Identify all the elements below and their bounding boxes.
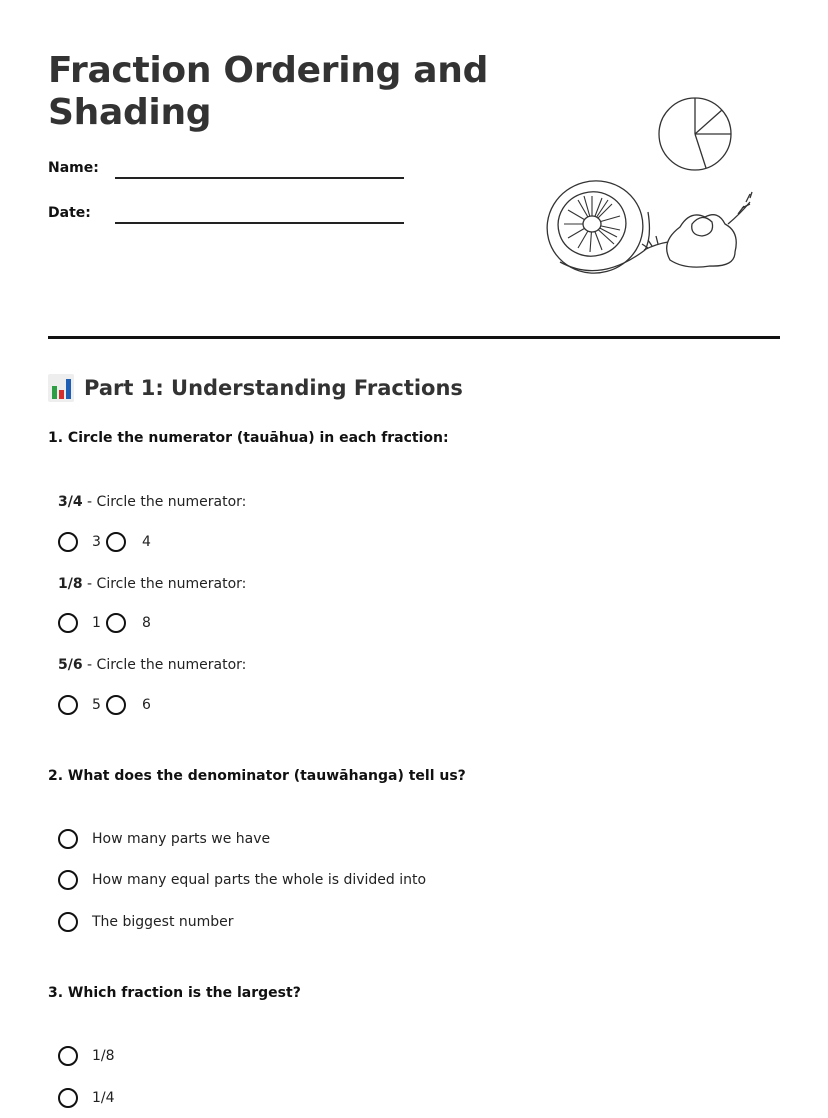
kiwi-fruit-icon bbox=[540, 170, 653, 282]
question-2-prompt: 2. What does the denominator (tauwāhanga) tell us? bbox=[48, 768, 466, 784]
q1-item-2-instruction: - Circle the numerator: bbox=[82, 576, 247, 592]
q3-option-2[interactable] bbox=[58, 1088, 115, 1108]
radio-circle[interactable] bbox=[58, 1046, 78, 1066]
q1-item-1-fraction: 3/4 bbox=[58, 494, 83, 510]
option-text: 1 bbox=[92, 615, 101, 631]
q2-option-1[interactable] bbox=[58, 829, 270, 849]
option-text: How many equal parts the whole is divided into bbox=[92, 872, 427, 888]
option-text: 8 bbox=[142, 615, 151, 631]
radio-circle[interactable] bbox=[58, 870, 78, 890]
radio-circle[interactable] bbox=[58, 1088, 78, 1108]
option-text: How many parts we have bbox=[92, 831, 271, 847]
radio-circle[interactable] bbox=[58, 912, 78, 932]
q1-item-2-fraction: 1/8 bbox=[58, 576, 83, 592]
date-label: Date: bbox=[48, 205, 91, 221]
q1-item-3-label bbox=[58, 657, 246, 673]
q3-option-1[interactable] bbox=[58, 1046, 115, 1066]
q1-item-3-instruction: - Circle the numerator: bbox=[82, 657, 247, 673]
pie-chart-icon bbox=[659, 98, 731, 170]
leafy-plant-icon bbox=[642, 192, 752, 267]
q1-item-1-label bbox=[58, 494, 246, 510]
option-text: 3 bbox=[92, 534, 101, 550]
date-field[interactable] bbox=[48, 205, 91, 221]
name-label: Name: bbox=[48, 160, 99, 176]
name-field[interactable] bbox=[48, 160, 99, 176]
radio-circle[interactable] bbox=[58, 695, 78, 715]
q1-item-3-option-a[interactable] bbox=[58, 695, 101, 715]
radio-circle[interactable] bbox=[106, 532, 126, 552]
q2-option-3[interactable] bbox=[58, 912, 234, 932]
part1-heading-text: Part 1: Understanding Fractions bbox=[84, 376, 463, 400]
q1-item-2-label bbox=[58, 576, 246, 592]
option-text: 5 bbox=[92, 697, 101, 713]
bar-chart-icon bbox=[48, 374, 74, 402]
q1-item-1-option-a[interactable] bbox=[58, 532, 101, 552]
option-text: 1/4 bbox=[92, 1090, 115, 1106]
section-divider bbox=[48, 336, 780, 339]
q1-item-3-option-b[interactable] bbox=[106, 695, 151, 715]
q1-item-2-option-a[interactable] bbox=[58, 613, 101, 633]
radio-circle[interactable] bbox=[58, 532, 78, 552]
question-3-prompt: 3. Which fraction is the largest? bbox=[48, 985, 301, 1001]
name-line[interactable] bbox=[115, 177, 404, 179]
q2-option-2[interactable] bbox=[58, 870, 426, 890]
q1-item-1-instruction: - Circle the numerator: bbox=[82, 494, 247, 510]
date-line[interactable] bbox=[115, 222, 404, 224]
radio-circle[interactable] bbox=[106, 613, 126, 633]
q1-item-3-fraction: 5/6 bbox=[58, 657, 83, 673]
option-text: 1/8 bbox=[92, 1048, 115, 1064]
option-text: 4 bbox=[142, 534, 151, 550]
radio-circle[interactable] bbox=[58, 829, 78, 849]
fruit-illustration bbox=[540, 92, 770, 282]
option-text: The biggest number bbox=[92, 914, 234, 930]
part1-heading bbox=[48, 374, 463, 402]
radio-circle[interactable] bbox=[106, 695, 126, 715]
page-title: Fraction Ordering and Shading bbox=[48, 50, 489, 133]
q1-item-2-option-b[interactable] bbox=[106, 613, 151, 633]
radio-circle[interactable] bbox=[58, 613, 78, 633]
q1-item-1-option-b[interactable] bbox=[106, 532, 151, 552]
question-1-prompt: 1. Circle the numerator (tauāhua) in each fraction: bbox=[48, 430, 449, 446]
option-text: 6 bbox=[142, 697, 151, 713]
